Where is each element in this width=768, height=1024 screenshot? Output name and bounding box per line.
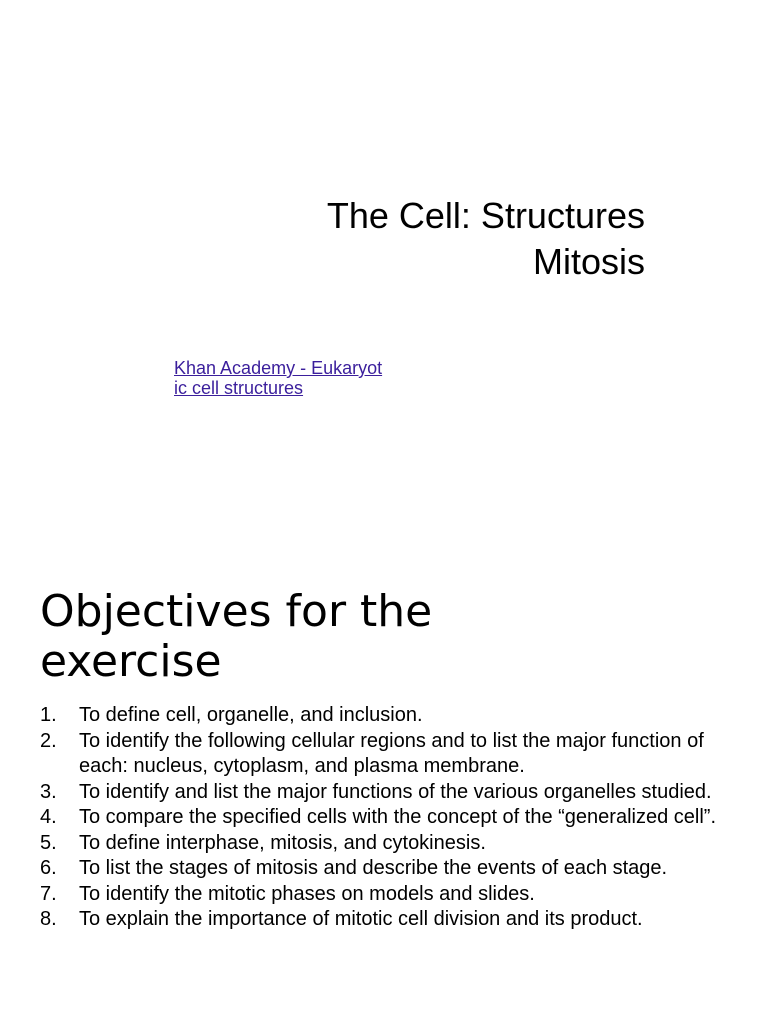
objective-text: To identify the following cellular regions and to list the major function of each: nucleus, cytoplasm, and plasma membrane. bbox=[79, 729, 704, 777]
objective-number: 2. bbox=[40, 729, 57, 752]
slide-title-line-2: Mitosis bbox=[532, 241, 645, 282]
objective-text: To identify and list the major functions of the various organelles studied. bbox=[79, 780, 712, 803]
objectives-heading-line-1: Objectives for the bbox=[40, 586, 433, 637]
objective-text: To define cell, organelle, and inclusion. bbox=[79, 704, 423, 726]
objectives-list bbox=[40, 703, 730, 933]
objective-item bbox=[40, 831, 730, 857]
objectives-heading-line-2: exercise bbox=[40, 636, 222, 687]
khan-academy-link-line-2[interactable]: ic cell structures bbox=[174, 378, 304, 398]
objective-text: To list the stages of mitosis and describe the events of each stage. bbox=[79, 857, 668, 879]
objective-item bbox=[40, 703, 730, 729]
objective-text: To explain the importance of mitotic cell division and its product. bbox=[79, 908, 643, 930]
slide-title bbox=[200, 193, 645, 285]
objective-number: 3. bbox=[40, 780, 57, 803]
objectives-heading bbox=[40, 587, 740, 687]
objective-item bbox=[40, 882, 730, 908]
objective-number: 4. bbox=[40, 806, 57, 828]
objective-item bbox=[40, 780, 730, 806]
objective-item bbox=[40, 856, 730, 882]
objective-number: 8. bbox=[40, 908, 57, 930]
objective-item bbox=[40, 805, 730, 831]
slide-title-line-1: The Cell: Structures bbox=[326, 195, 645, 236]
objective-item bbox=[40, 729, 730, 780]
khan-academy-link[interactable] bbox=[174, 358, 414, 398]
objective-number: 5. bbox=[40, 831, 57, 854]
objective-text: To identify the mitotic phases on models and slides. bbox=[79, 882, 535, 905]
objective-number: 7. bbox=[40, 882, 57, 905]
khan-academy-link-line-1[interactable]: Khan Academy - Eukaryot bbox=[174, 358, 383, 378]
objective-item bbox=[40, 907, 730, 933]
objective-number: 1. bbox=[40, 704, 57, 726]
objective-text: To define interphase, mitosis, and cytokinesis. bbox=[79, 831, 486, 854]
objective-text: To compare the specified cells with the concept of the “generalized cell”. bbox=[79, 806, 717, 828]
objective-number: 6. bbox=[40, 857, 57, 879]
